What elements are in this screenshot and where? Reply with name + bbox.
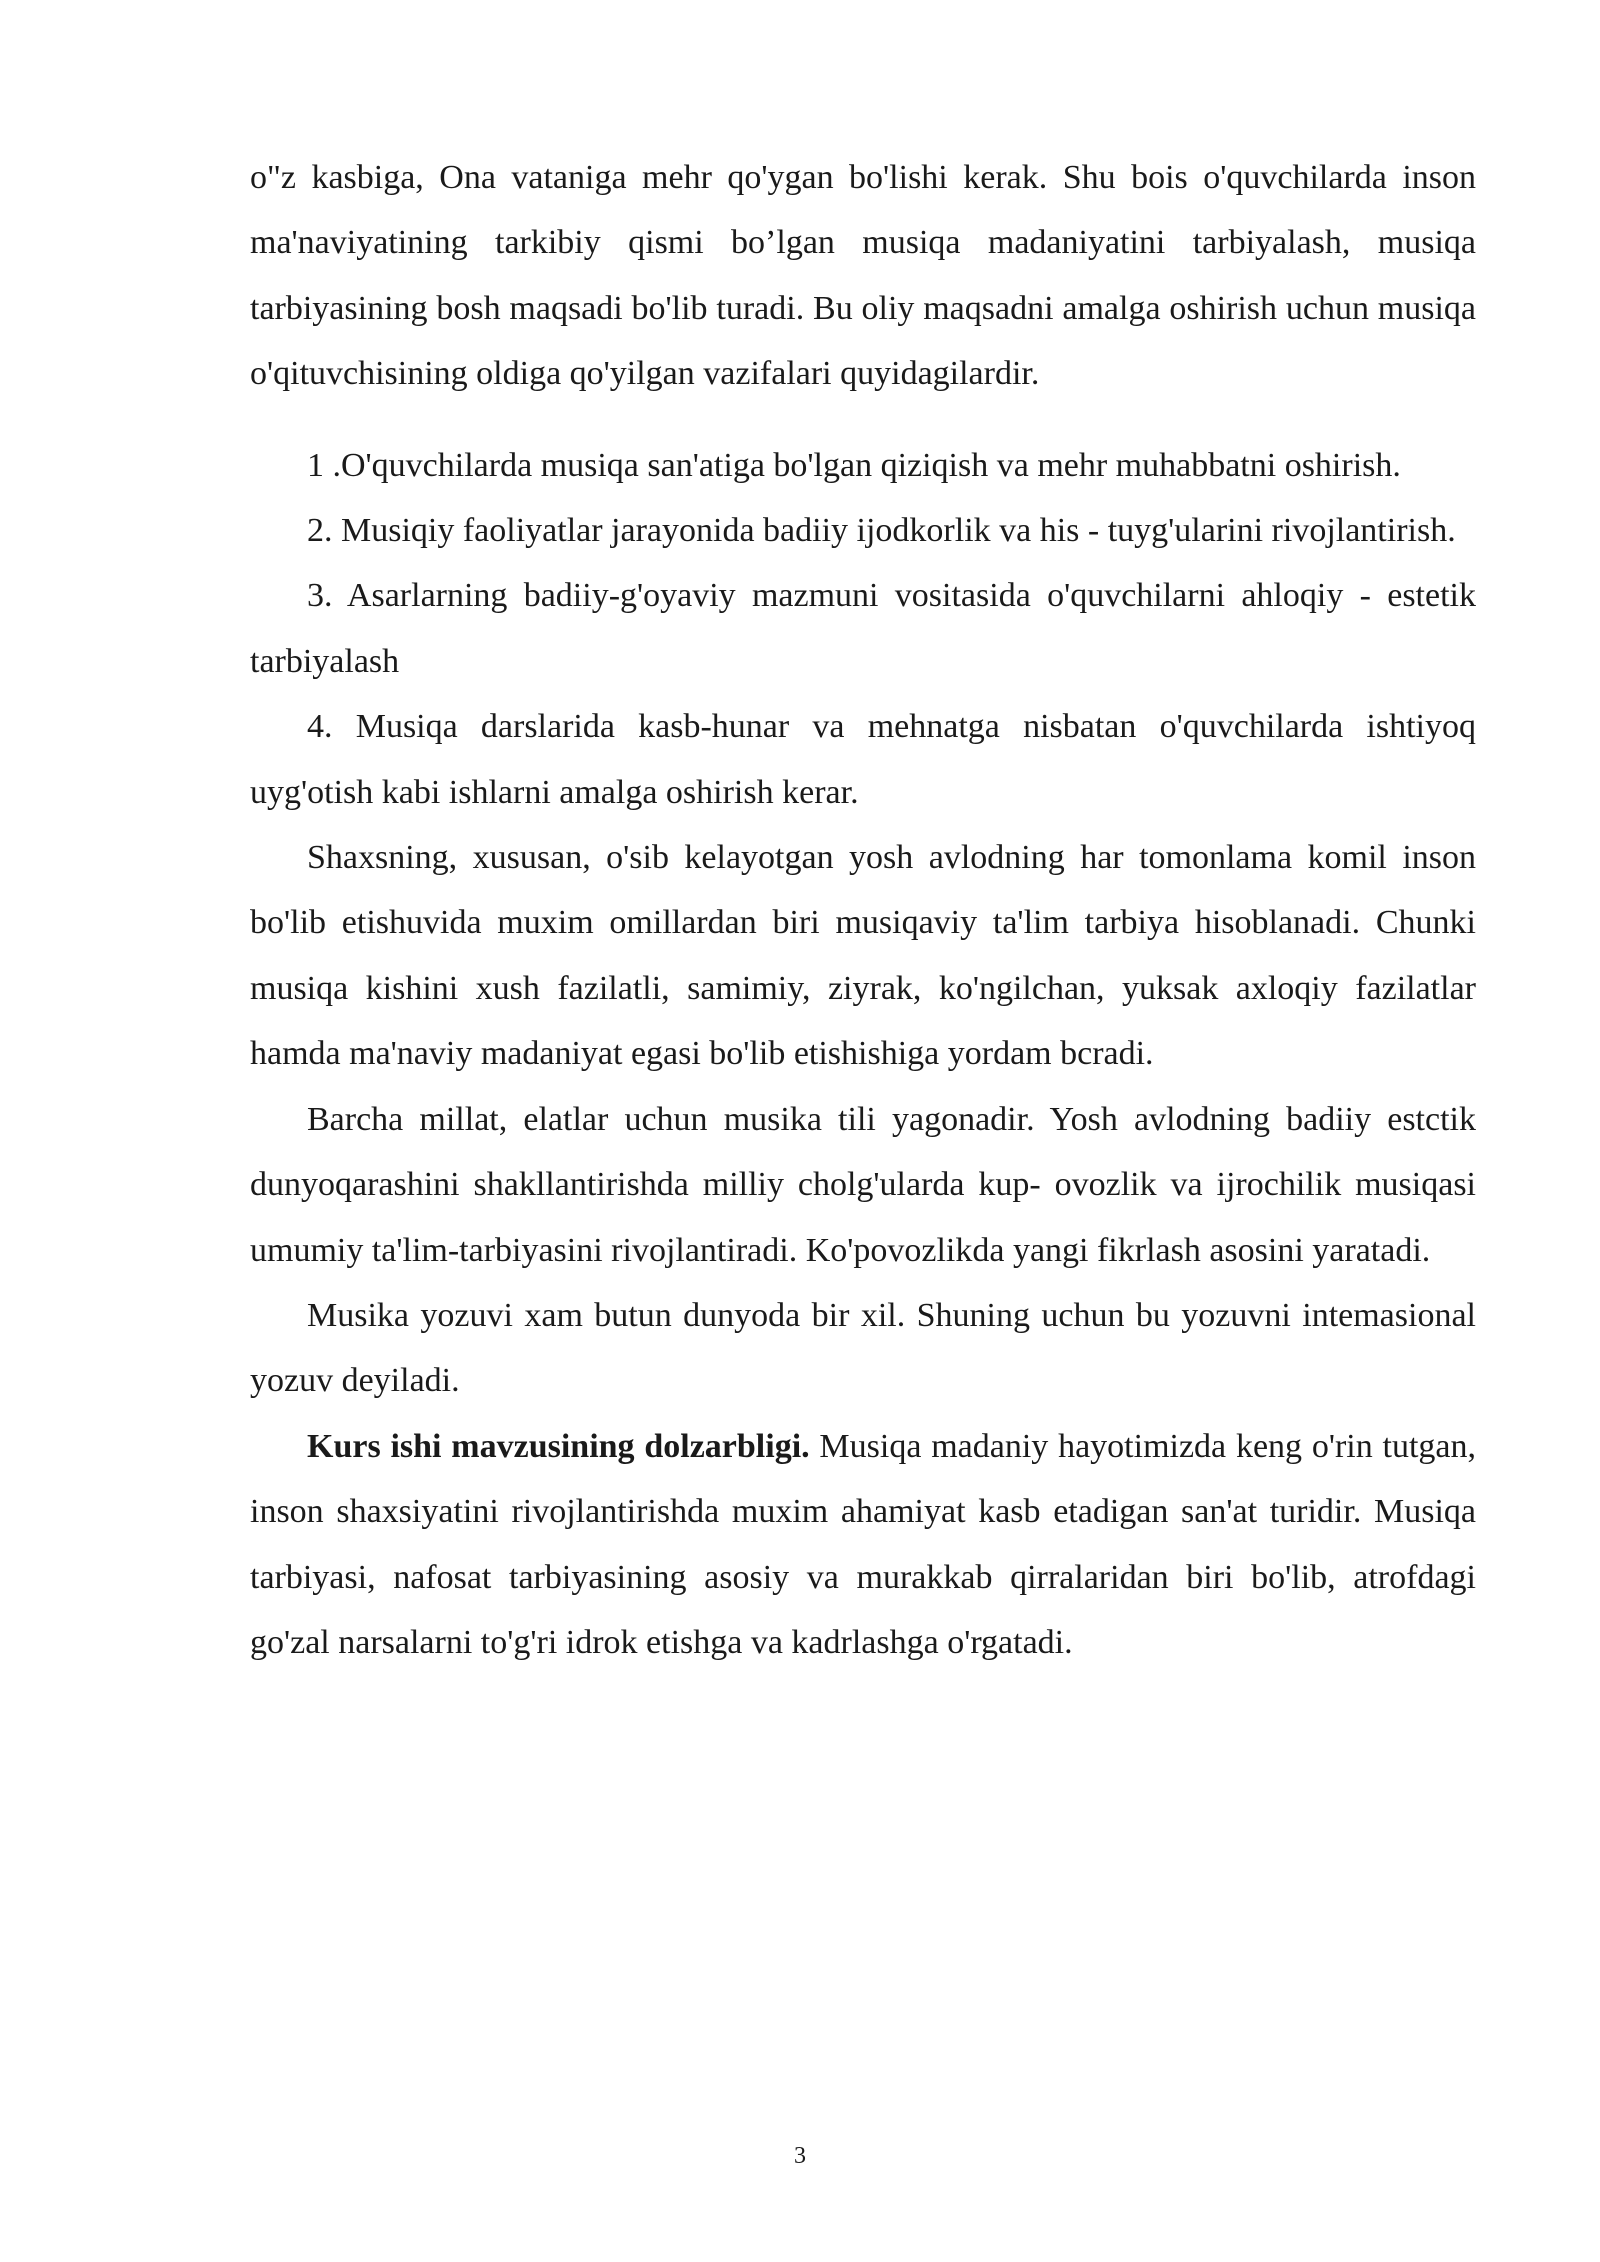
list-item-2: 2. Musiqiy faoliyatlar jarayonida badiiy ijodkorlik va his - tuyg'ularini rivojlantirish. [307, 512, 1456, 550]
paragraph-notation: Musika yozuvi xam butun dunyoda bir xil. Shuning uchun bu yozuvni intemasional yozuv deyiladi. [250, 1296, 1476, 1400]
paragraph-personality: Shaxsning, xususan, o'sib kelayotgan yosh avlodning har tomonlama komil inson bo'lib etishuvida muxim omillardan biri musiqaviy ta'lim tarbiya hisoblanadi. Chunki musiqa kishini xush fazilatli, samimiy, ziyrak, ko'ngilchan, yuksak axloqiy fazilatlar hamda ma'naviy madaniyat egasi bo'lib etishishiga yordam bcradi. [250, 839, 1476, 1073]
page-number: 3 [794, 2143, 806, 2169]
list-item-4: 4. Musiqa darslarida kasb-hunar va mehnatga nisbatan o'quvchilarda ishtiyoq uyg'otish kabi ishlarni amalga oshirish kerar. [250, 708, 1476, 811]
paragraph-intro: o"z kasbiga, Ona vataniga mehr qo'ygan bo'lishi kerak. Shu bois o'quvchilarda inson ma'naviyatining tarkibiy qismi bo’lgan musiqa madaniyatini tarbiyalash, musiqa tarbiyasining bosh maqsadi bo'lib turadi. Bu oliy maqsadni amalga oshirish uchun musiqa o'qituvchisining oldiga qo'yilgan vazifalari quyidagilardir. [250, 159, 1476, 393]
relevance-body: Musiqa madaniy hayotimizda keng o'rin tutgan, inson shaxsiyatini rivojlantirishda muxim ahamiyat kasb etadigan san'at turidir. Musiqa tarbiyasi, nafosat tarbiyasining asosiy va murakkab qirralaridan biri bo'lib, atrofdagi go'zal narsalarni to'g'ri idrok etishga va kadrlashga o'rgatadi. [250, 1427, 1476, 1661]
list-item-3: 3. Asarlarning badiiy-g'oyaviy mazmuni vositasida o'quvchilarni ahloqiy - estetik tarbiyalash [250, 577, 1476, 680]
relevance-heading: Kurs ishi mavzusining dolzarbligi. [307, 1427, 810, 1465]
list-item-1: 1 .O'quvchilarda musiqa san'atiga bo'lgan qiziqish va mehr muhabbatni oshirish. [307, 446, 1401, 484]
paragraph-music-language: Barcha millat, elatlar uchun musika tili yagonadir. Yosh avlodning badiiy estctik dunyoqarashini shakllantirishda milliy cholg'ularda kup- ovozlik va ijrochilik musiqasi umumiy ta'lim-tarbiyasini rivojlantiradi. Ko'povozlikda yangi fikrlash asosini yaratadi. [250, 1100, 1476, 1269]
paragraph-relevance [250, 1414, 1476, 1676]
document-page [250, 145, 1476, 1675]
